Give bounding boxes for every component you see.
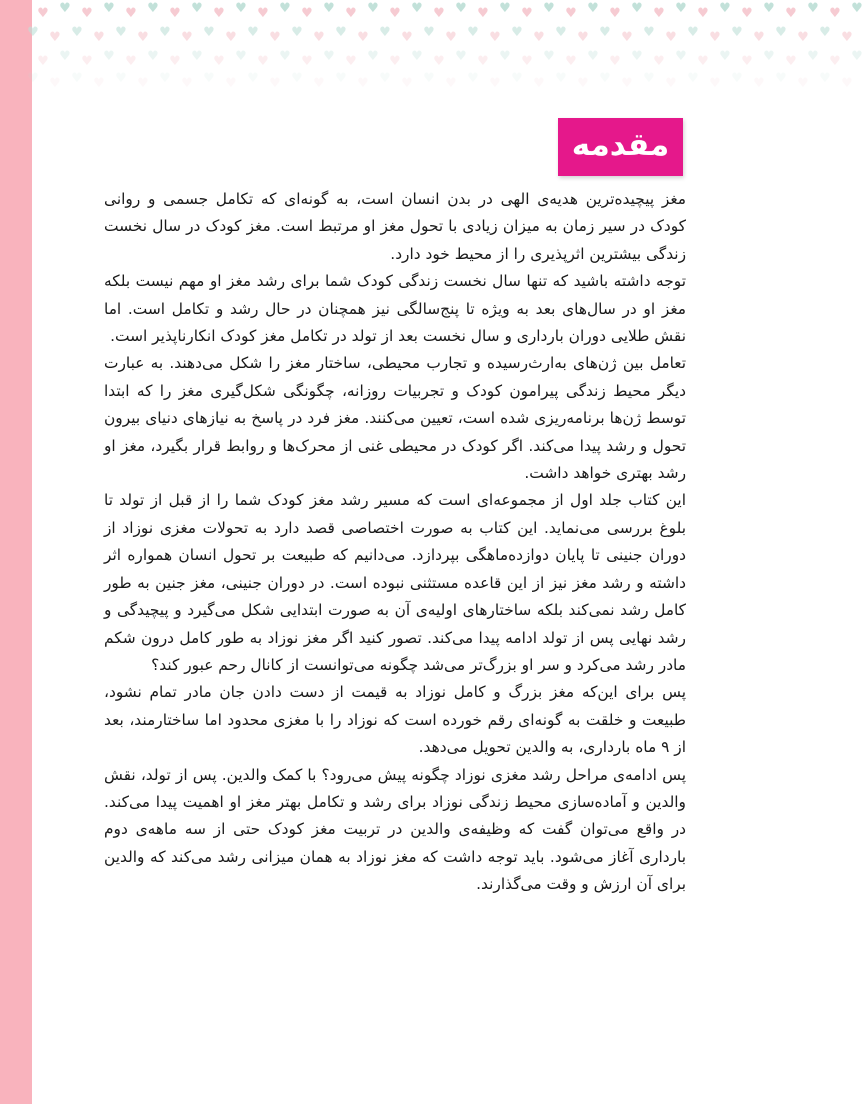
heart-icon: ♥ [389, 6, 401, 21]
section-title-box [558, 118, 683, 176]
heart-icon: ♥ [191, 49, 203, 64]
heart-icon: ♥ [213, 6, 225, 21]
heart-icon: ♥ [599, 71, 611, 86]
heart-icon: ♥ [335, 71, 347, 86]
heart-icon: ♥ [609, 6, 621, 21]
heart-icon: ♥ [247, 71, 259, 86]
heart-icon: ♥ [125, 54, 137, 69]
heart-icon: ♥ [137, 76, 149, 91]
heart-icon: ♥ [775, 25, 787, 40]
heart-icon: ♥ [301, 6, 313, 21]
heart-row [32, 1, 863, 22]
heart-icon: ♥ [411, 1, 423, 16]
heart-icon: ♥ [521, 54, 533, 69]
page-side-strip [0, 0, 32, 1104]
heart-icon: ♥ [665, 76, 677, 91]
heart-icon: ♥ [543, 1, 555, 16]
heart-icon: ♥ [203, 71, 215, 86]
heart-icon: ♥ [829, 6, 841, 21]
heart-icon: ♥ [71, 71, 83, 86]
heart-icon: ♥ [741, 54, 753, 69]
heart-icon: ♥ [301, 54, 313, 69]
heart-icon: ♥ [313, 76, 325, 91]
heart-icon: ♥ [213, 54, 225, 69]
heart-icon: ♥ [59, 1, 71, 16]
heart-icon: ♥ [181, 76, 193, 91]
heart-icon: ♥ [367, 49, 379, 64]
heart-icon: ♥ [467, 71, 479, 86]
heart-icon: ♥ [291, 25, 303, 40]
heart-icon: ♥ [477, 54, 489, 69]
heart-icon: ♥ [49, 30, 61, 45]
heart-icon: ♥ [819, 71, 831, 86]
heart-icon: ♥ [797, 30, 809, 45]
heart-icon: ♥ [675, 1, 687, 16]
heart-icon: ♥ [147, 1, 159, 16]
heart-icon: ♥ [687, 25, 699, 40]
heart-icon: ♥ [709, 30, 721, 45]
heart-icon: ♥ [445, 76, 457, 91]
heart-icon: ♥ [489, 76, 501, 91]
heart-icon: ♥ [169, 6, 181, 21]
heart-icon: ♥ [599, 25, 611, 40]
heart-icon: ♥ [279, 1, 291, 16]
heart-icon: ♥ [181, 30, 193, 45]
heart-icon: ♥ [785, 54, 797, 69]
heart-icon: ♥ [257, 54, 269, 69]
heart-icon: ♥ [763, 49, 775, 64]
heart-icon: ♥ [587, 1, 599, 16]
heart-icon: ♥ [621, 76, 633, 91]
heart-icon: ♥ [785, 6, 797, 21]
heart-icon: ♥ [477, 6, 489, 21]
heart-icon: ♥ [643, 71, 655, 86]
heart-icon: ♥ [631, 49, 643, 64]
heart-icon: ♥ [169, 54, 181, 69]
heart-icon: ♥ [401, 76, 413, 91]
heart-icon: ♥ [423, 71, 435, 86]
heart-icon: ♥ [643, 25, 655, 40]
heart-icon: ♥ [433, 54, 445, 69]
paragraph: تعامل بین ژن‌های به‌ارث‌رسیده و تجارب محیطی، ساختار مغز را شکل می‌دهند. به عبارت دیگر محیط زندگی پیرامون کودک و تجربیات روزانه، چگونگی شکل‌گیری مغز را که ابتدا توسط ژن‌ها برنامه‌ریزی شده است، تعیین می‌کنند. مغز فرد در پاسخ به نیازهای دنیای بیرون تحول و رشد پیدا می‌کند. اگر کودک در محیطی غنی از محرک‌ها و روابط قرار بگیرد، مغز او رشد بهتری خواهد داشت. [104, 354, 686, 483]
paragraph: پس ادامه‌ی مراحل رشد مغزی نوزاد چگونه پیش می‌رود؟ با کمک والدین. پس از تولد، نقش والدین و آماده‌سازی محیط زندگی نوزاد برای رشد و تکامل بهتر مغز او اهمیت پیدا می‌کند. در واقع می‌توان گفت که وظیفه‌ی والدین در تربیت مغز کودک حتی از سه ماهه‌ی دوم بارداری آغاز می‌شود. باید توجه داشت که مغز نوزاد به همان میزانی رشد می‌کند که والدین برای آن ارزش و وقت می‌گذارند. [104, 765, 686, 894]
heart-row [32, 49, 863, 70]
heart-icon: ♥ [203, 25, 215, 40]
body-text [104, 186, 686, 899]
heart-icon: ♥ [719, 49, 731, 64]
heart-icon: ♥ [565, 54, 577, 69]
heart-icon: ♥ [807, 1, 819, 16]
heart-icon: ♥ [147, 49, 159, 64]
heart-icon: ♥ [37, 54, 49, 69]
heart-icon: ♥ [59, 49, 71, 64]
heart-icon: ♥ [345, 6, 357, 21]
heart-pattern-header [27, 0, 863, 95]
heart-icon: ♥ [675, 49, 687, 64]
heart-icon: ♥ [741, 6, 753, 21]
heart-icon: ♥ [235, 49, 247, 64]
heart-icon: ♥ [455, 49, 467, 64]
heart-icon: ♥ [555, 25, 567, 40]
heart-icon: ♥ [225, 76, 237, 91]
heart-icon: ♥ [291, 71, 303, 86]
heart-icon: ♥ [367, 1, 379, 16]
heart-icon: ♥ [279, 49, 291, 64]
heart-icon: ♥ [115, 71, 127, 86]
heart-icon: ♥ [489, 30, 501, 45]
heart-icon: ♥ [577, 30, 589, 45]
heart-icon: ♥ [411, 49, 423, 64]
heart-icon: ♥ [389, 54, 401, 69]
heart-icon: ♥ [851, 49, 863, 64]
heart-icon: ♥ [225, 30, 237, 45]
heart-icon: ♥ [621, 30, 633, 45]
heart-icon: ♥ [93, 30, 105, 45]
heart-icon: ♥ [401, 30, 413, 45]
heart-icon: ♥ [357, 30, 369, 45]
heart-icon: ♥ [687, 71, 699, 86]
heart-icon: ♥ [829, 54, 841, 69]
heart-icon: ♥ [269, 76, 281, 91]
heart-icon: ♥ [565, 6, 577, 21]
heart-icon: ♥ [103, 1, 115, 16]
heart-icon: ♥ [577, 76, 589, 91]
heart-icon: ♥ [345, 54, 357, 69]
heart-icon: ♥ [257, 6, 269, 21]
heart-icon: ♥ [609, 54, 621, 69]
paragraph: توجه داشته باشید که تنها سال نخست زندگی کودک شما برای رشد مغز او مهم نیست بلکه مغز او در سال‌های بعد به ویژه تا پنج‌سالگی نیز همچنان در حال رشد و تکامل است. اما نقش طلایی دوران بارداری و سال نخست بعد از تولد در تکامل مغز کودک انکارناپذیر است. [104, 272, 686, 346]
heart-icon: ♥ [841, 30, 853, 45]
heart-row [22, 71, 853, 92]
heart-icon: ♥ [555, 71, 567, 86]
heart-icon: ♥ [335, 25, 347, 40]
heart-icon: ♥ [841, 76, 853, 91]
heart-icon: ♥ [499, 1, 511, 16]
heart-icon: ♥ [511, 25, 523, 40]
heart-icon: ♥ [27, 71, 39, 86]
heart-icon: ♥ [379, 25, 391, 40]
heart-icon: ♥ [71, 25, 83, 40]
heart-icon: ♥ [587, 49, 599, 64]
heart-icon: ♥ [323, 49, 335, 64]
heart-icon: ♥ [455, 1, 467, 16]
heart-icon: ♥ [511, 71, 523, 86]
heart-icon: ♥ [81, 54, 93, 69]
heart-icon: ♥ [235, 1, 247, 16]
heart-icon: ♥ [499, 49, 511, 64]
heart-icon: ♥ [323, 1, 335, 16]
heart-icon: ♥ [709, 76, 721, 91]
heart-icon: ♥ [93, 76, 105, 91]
heart-icon: ♥ [731, 71, 743, 86]
paragraph: مغز پیچیده‌ترین هدیه‌ی الهی در بدن انسان است، به گونه‌ای که تکامل جسمی و روانی کودک در سیر زمان به میزان زیادی با تحول مغز او مرتبط است. مغز کودک در سال نخست زندگی بیشترین اثرپذیری را از محیط خود دارد. [104, 190, 686, 263]
paragraph: پس برای این‌که مغز بزرگ و کامل نوزاد به قیمت از دست دادن جان مادر تمام نشود، طبیعت و خلقت به گونه‌ای رقم خورده است که نوزاد را با مغزی محدود اما ساختارمند، بعد از ۹ ماه بارداری، به والدین تحویل می‌دهد. [104, 683, 686, 757]
heart-icon: ♥ [445, 30, 457, 45]
heart-icon: ♥ [159, 71, 171, 86]
heart-icon: ♥ [653, 54, 665, 69]
heart-icon: ♥ [533, 30, 545, 45]
heart-icon: ♥ [697, 54, 709, 69]
heart-icon: ♥ [103, 49, 115, 64]
heart-icon: ♥ [819, 25, 831, 40]
heart-icon: ♥ [357, 76, 369, 91]
heart-icon: ♥ [423, 25, 435, 40]
heart-icon: ♥ [797, 76, 809, 91]
heart-icon: ♥ [27, 25, 39, 40]
heart-icon: ♥ [159, 25, 171, 40]
heart-icon: ♥ [775, 71, 787, 86]
heart-icon: ♥ [37, 6, 49, 21]
heart-icon: ♥ [433, 6, 445, 21]
heart-icon: ♥ [81, 6, 93, 21]
heart-icon: ♥ [731, 25, 743, 40]
heart-icon: ♥ [137, 30, 149, 45]
heart-icon: ♥ [719, 1, 731, 16]
heart-icon: ♥ [269, 30, 281, 45]
heart-icon: ♥ [115, 25, 127, 40]
heart-icon: ♥ [49, 76, 61, 91]
heart-icon: ♥ [533, 76, 545, 91]
heart-icon: ♥ [851, 1, 863, 16]
heart-icon: ♥ [467, 25, 479, 40]
heart-icon: ♥ [665, 30, 677, 45]
paragraph: این کتاب جلد اول از مجموعه‌ای است که مسیر رشد مغز کودک شما را از قبل از تولد تا بلوغ بررسی می‌نماید. این کتاب به صورت اختصاصی قصد دارد به تحولات مغزی نوزاد از دوران جنینی تا پایان دوازده‌ماهگی بپردازد. می‌دانیم که طبیعت بر تحول انسان همواره اثر داشته و رشد مغز نیز از این قاعده مستثنی نبوده است. در دوران جنینی، مغز جنین به طور کامل رشد نمی‌کند بلکه ساختارهای اولیه‌ی آن به صورت ابتدایی شکل می‌گیرد و پیچیدگی و رشد نهایی پس از تولد ادامه پیدا می‌کند. تصور کنید اگر مغز نوزاد به طور کامل درون شکم مادر رشد می‌کرد و سر او بزرگ‌تر می‌شد چگونه می‌توانست از کانال رحم عبور کند؟ [104, 491, 686, 674]
heart-icon: ♥ [247, 25, 259, 40]
heart-icon: ♥ [521, 6, 533, 21]
heart-icon: ♥ [543, 49, 555, 64]
heart-icon: ♥ [763, 1, 775, 16]
heart-icon: ♥ [753, 76, 765, 91]
heart-icon: ♥ [125, 6, 137, 21]
heart-icon: ♥ [697, 6, 709, 21]
heart-icon: ♥ [379, 71, 391, 86]
heart-icon: ♥ [313, 30, 325, 45]
heart-icon: ♥ [191, 1, 203, 16]
heart-icon: ♥ [753, 30, 765, 45]
heart-icon: ♥ [631, 1, 643, 16]
section-title: مقدمه [571, 126, 670, 163]
heart-icon: ♥ [653, 6, 665, 21]
heart-row [22, 25, 853, 46]
heart-icon: ♥ [807, 49, 819, 64]
